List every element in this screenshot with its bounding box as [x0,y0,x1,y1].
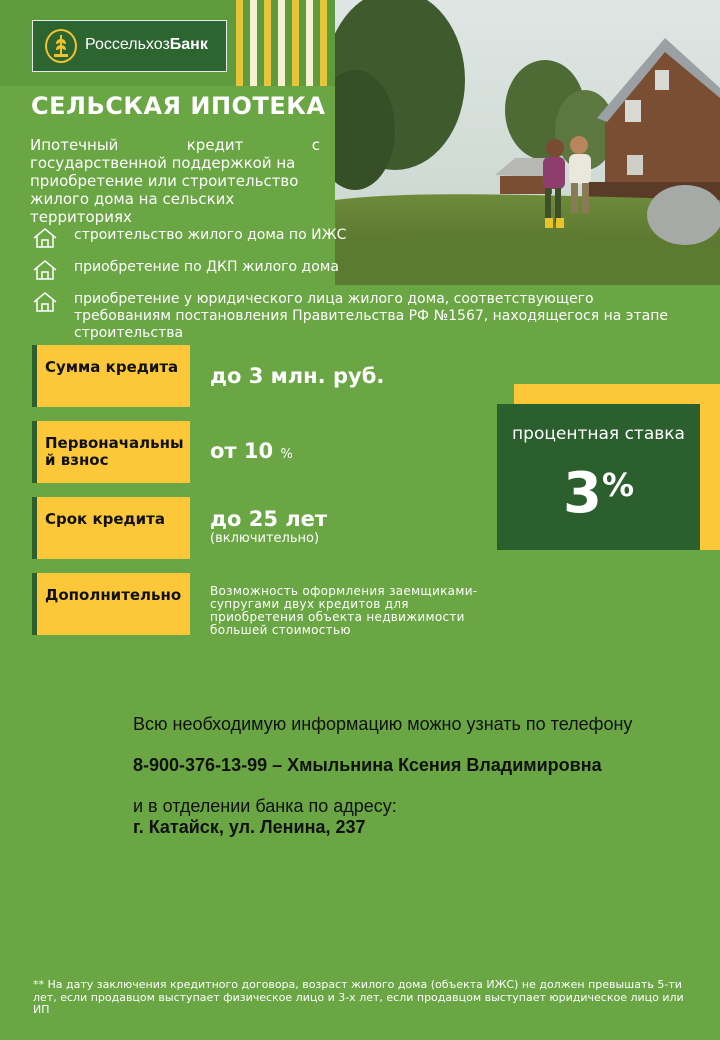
purpose-text: строительства [74,325,184,341]
purpose-text: приобретение у юридического лица жилого дома, соответствующего [74,291,594,307]
house-icon [32,259,58,281]
purpose-text: требованиям постановления Правительства РФ №1567, находящегося на этапе [74,308,668,324]
param-label-box [32,497,190,559]
purpose-item [32,227,347,251]
param-label: Сумма кредита [45,358,179,376]
decor-stripe [278,0,285,86]
purpose-text: приобретение по ДКП жилого дома [74,259,339,275]
page-title: СЕЛЬСКАЯ ИПОТЕКА [31,92,326,120]
house-icon [32,291,58,313]
decor-stripe [250,0,257,86]
product-description [30,136,320,226]
office-intro: и в отделении банка по адресу: [133,796,397,816]
purpose-text: строительство жилого дома по ИЖС [74,227,347,243]
header-bar [0,0,335,86]
decor-stripe [292,0,299,86]
subtitle-word: кредит [186,136,244,154]
purpose-item [32,291,712,345]
office-address: г. Катайск, ул. Ленина, 237 [133,817,366,837]
subtitle-rest: государственной поддержкой на приобретение или строительство жилого дома на сельских территориях [30,154,299,226]
family-house-photo [335,0,720,285]
param-label: Срок кредита [45,510,165,528]
decor-stripe [320,0,327,86]
contact-phone: 8-900-376-13-99 – Хмыльнина Ксения Владимировна [133,755,602,775]
param-label-box [32,345,190,407]
footnote: ** На дату заключения кредитного договора, возраст жилого дома (объекта ИЖС) не должен превышать 5-ти лет, если продавцом выступает физическое лицо и 3-х лет, если продавцом выступает юридическое лицо или ИП [33,978,684,1016]
param-value: до 25 лет [210,507,328,531]
param-label-box [32,421,190,483]
decor-stripe [236,0,243,86]
param-note: Возможность оформления заемщиками-супругами двух кредитов для приобретения объекта недвижимости большей стоимостью [210,584,478,637]
purpose-item [32,259,339,283]
bank-logo [32,20,227,72]
param-value: от 10 % [210,439,293,463]
rate-box [497,404,700,550]
wheat-emblem-icon [45,29,77,63]
param-label: Первоначальный взнос [45,434,184,469]
param-label: Дополнительно [45,586,182,604]
subtitle-word: Ипотечный [30,136,119,154]
rate-label: процентная ставка [512,424,685,444]
bank-name: РоссельхозБанк [85,36,208,53]
param-label-box [32,573,190,635]
decor-stripe [306,0,313,86]
house-icon [32,227,58,249]
decor-stripe [264,0,271,86]
rate-value: 3% [562,461,635,526]
param-note: (включительно) [210,531,320,546]
param-value: до 3 млн. руб. [210,364,385,388]
subtitle-word: с [311,136,320,154]
contact-intro: Всю необходимую информацию можно узнать по телефону [133,714,633,734]
